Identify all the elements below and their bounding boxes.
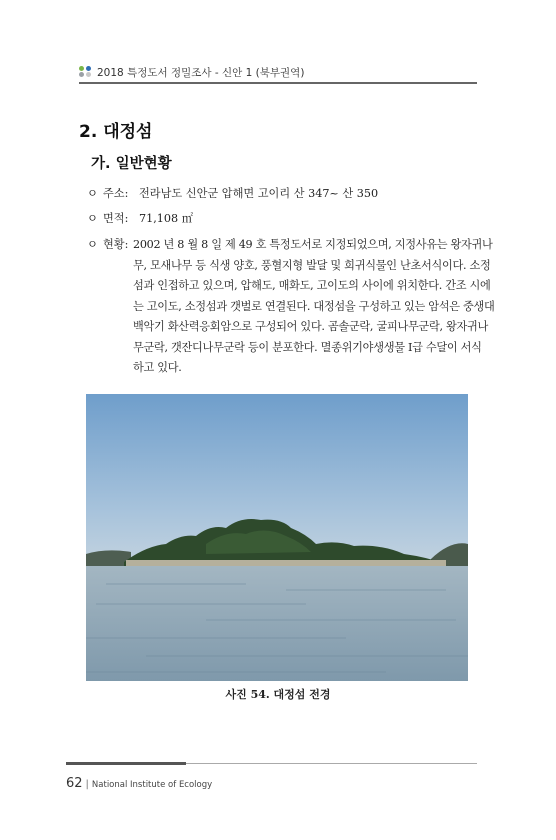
logo-dot-blue — [86, 66, 91, 71]
history-line: 백악기 화산력응회암으로 구성되어 있다. 곰솔군락, 굴피나무군락, 왕자귀나 — [133, 320, 489, 333]
institute-logo-icon — [79, 66, 93, 78]
history-line: 하고 있다. — [133, 361, 182, 374]
running-header: 2018 특정도서 정밀조사 - 신안 1 (북부권역) — [97, 67, 305, 79]
history-line: 무, 모새나무 등 식생 양호, 풍혈지형 발달 및 희귀식물인 난초서식이다. 소정 — [133, 258, 491, 272]
photo-caption: 사진 54. 대정섬 전경 — [225, 688, 331, 701]
history-line: 는 고이도, 소정섬과 갯벌로 연결된다. 대정섬을 구성하고 있는 암석은 중생대 — [133, 299, 495, 313]
address-value: 전라남도 신안군 압해면 고이리 산 347~ 산 350 — [139, 187, 379, 200]
island-shoreline — [126, 560, 446, 567]
footer-rule-dark — [66, 762, 186, 765]
bullet-icon: ㅇ — [87, 187, 98, 200]
history-text — [87, 235, 495, 379]
bullet-icon: ㅇ — [87, 238, 98, 251]
logo-dot-light — [86, 72, 91, 77]
section-title: 2. 대정섬 — [79, 122, 153, 142]
footer-separator: | — [85, 779, 89, 790]
bullet-icon: ㅇ — [87, 212, 98, 225]
institution-name: National Institute of Ecology — [91, 780, 213, 790]
footer — [66, 772, 212, 791]
history-line: 2002 년 8 월 8 일 제 49 호 특정도서로 지정되었으며, 지정사유는 왕자귀나 — [133, 238, 493, 251]
subsection-title: 가. 일반현황 — [91, 156, 172, 172]
address-label: 주소: — [103, 187, 129, 200]
page-number: 62 — [66, 776, 83, 791]
logo-dot-gray — [79, 72, 84, 77]
area-value: 71,108 ㎡ — [139, 212, 193, 225]
history-line: 무군락, 갯잔디나무군락 등이 분포한다. 멸종위기야생생물 Ⅰ급 수달이 서식 — [133, 340, 482, 354]
island-photo — [86, 394, 468, 681]
history-line: 섬과 인접하고 있으며, 압해도, 매화도, 고이도의 사이에 위치한다. 간조 시에 — [133, 279, 491, 292]
island-photo-drawing — [86, 394, 468, 681]
history-label: 현황: — [103, 238, 129, 251]
logo-dot-green — [79, 66, 84, 71]
header-divider — [79, 82, 477, 84]
photo-water — [86, 566, 468, 681]
footer-rule-light — [186, 763, 477, 764]
area-label: 면적: — [103, 212, 129, 225]
